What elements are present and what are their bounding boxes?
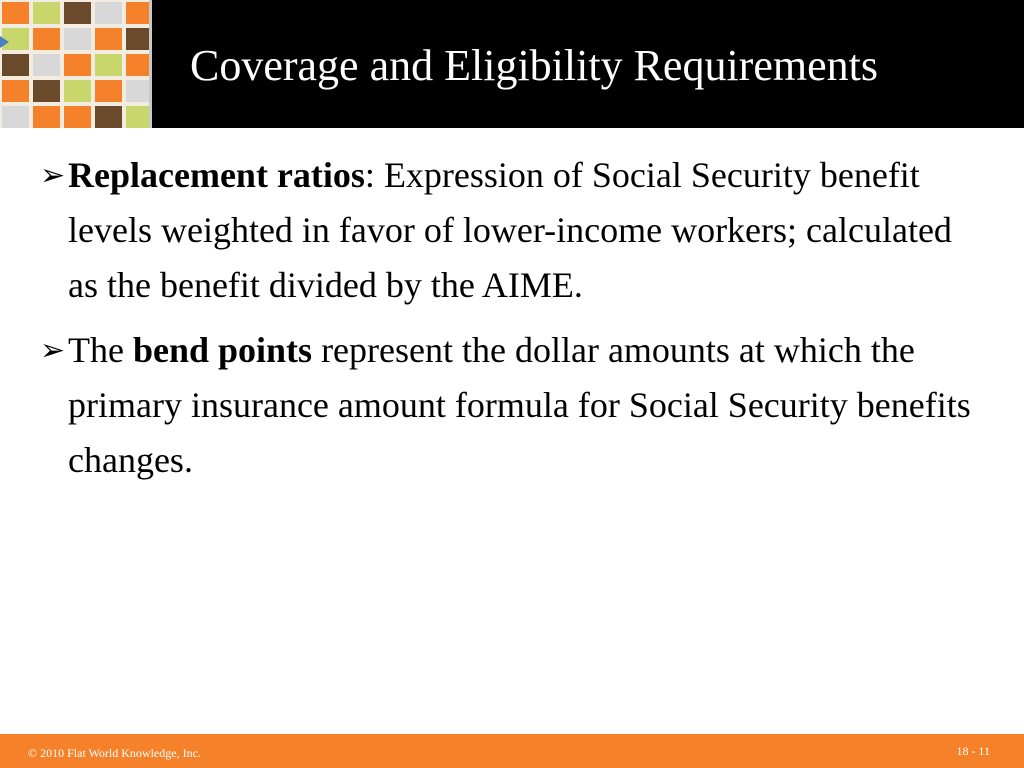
- logo-tile: [33, 106, 60, 128]
- bullet-arrow-icon: ➢: [40, 159, 66, 192]
- logo-arrow-icon: [0, 36, 9, 48]
- people-mosaic-logo-icon: [0, 0, 152, 128]
- copyright-text: © 2010 Flat World Knowledge, Inc.: [28, 746, 201, 760]
- logo-tile: [64, 2, 91, 24]
- page-number: 18 - 11: [956, 744, 990, 758]
- slide-body: [40, 148, 990, 498]
- logo-tile: [2, 80, 29, 102]
- bullet-text: represent the dollar amounts at which the primary insurance amount formula for Social Security benefits changes.: [68, 330, 971, 480]
- bullet-replacement-ratios: [40, 148, 990, 313]
- logo-tile: [64, 106, 91, 128]
- logo-edge: [149, 0, 152, 128]
- logo-tile-grid: [2, 2, 152, 128]
- logo-tile: [33, 28, 60, 50]
- logo-tile: [64, 28, 91, 50]
- logo-tile: [95, 106, 122, 128]
- logo-tile: [2, 54, 29, 76]
- logo-tile: [95, 2, 122, 24]
- bullet-term: bend points: [132, 330, 313, 370]
- logo-tile: [33, 54, 60, 76]
- logo-tile: [95, 54, 122, 76]
- logo-tile: [64, 54, 91, 76]
- logo-tile: [33, 80, 60, 102]
- logo-tile: [2, 2, 29, 24]
- bullet-arrow-icon: ➢: [40, 334, 66, 367]
- bullet-bend-points: [40, 323, 990, 488]
- logo-tile: [95, 28, 122, 50]
- logo-tile: [2, 106, 29, 128]
- slide-footer: [0, 734, 1024, 768]
- slide-header: [0, 0, 1024, 128]
- bullet-separator: :: [364, 155, 375, 195]
- logo-tile: [95, 80, 122, 102]
- logo-tile: [33, 2, 60, 24]
- bullet-term: Replacement ratios: [68, 155, 365, 195]
- bullet-prefix: The: [68, 330, 133, 370]
- slide-title: Coverage and Eligibility Requirements: [190, 41, 878, 90]
- logo-tile: [64, 80, 91, 102]
- bullet-text: Expression of Social Security benefit levels weighted in favor of lower-income workers; calculated as the benefit divided by the AIME.: [68, 155, 952, 305]
